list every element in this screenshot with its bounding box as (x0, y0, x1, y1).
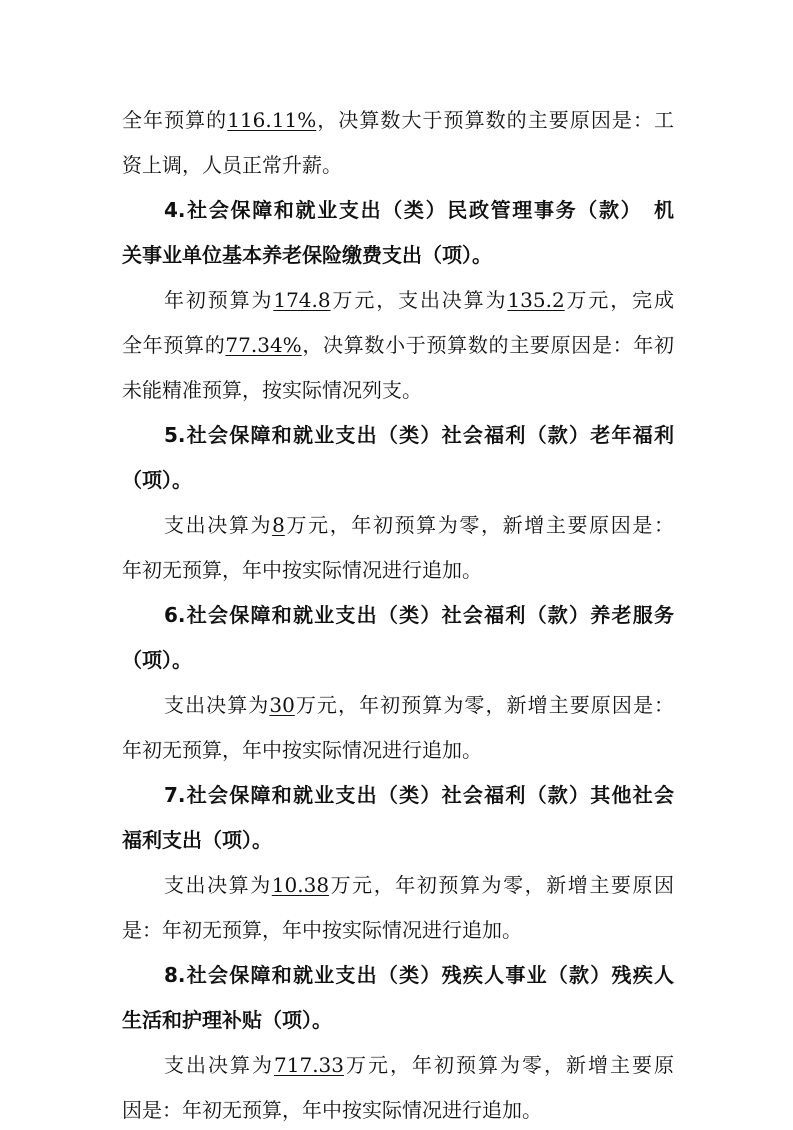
paragraph-line (122, 910, 674, 950)
section-heading-line: 关事业单位基本养老保险缴费支出（项）。 (122, 243, 492, 267)
underlined-value: 77.34% (225, 333, 302, 357)
text-run: ，决算数小于预算数的主要原因是：年初 (301, 333, 674, 357)
text-run: 万元，年初预算为零，新增主要原 (344, 1053, 674, 1077)
underlined-value: 135.2 (507, 288, 565, 312)
text-run: 万元，年初预算为零，新增主要原因是： (294, 693, 674, 717)
section-heading-line: （项）。 (122, 648, 192, 672)
section-heading-line: 福利支出（项）。 (122, 828, 272, 852)
paragraph-line (164, 505, 674, 545)
text-run: 全年预算的 (122, 333, 226, 357)
paragraph-line (122, 370, 674, 410)
paragraph-line (164, 1045, 674, 1085)
text-run: 资上调，人员正常升薪。 (122, 153, 342, 177)
text-run: 年初预算为 (164, 288, 274, 312)
paragraph-line (164, 685, 674, 725)
text-run: 支出决算为 (164, 1053, 275, 1077)
text-run: 未能精准预算，按实际情况列支。 (122, 378, 422, 402)
paragraph-line (164, 865, 674, 905)
paragraph-line (122, 550, 674, 590)
section-heading-line: （项）。 (122, 468, 192, 492)
paragraph-line (122, 730, 674, 770)
text-run: 支出决算为 (164, 693, 270, 717)
underlined-value: 10.38 (271, 873, 330, 897)
text-run: 支出决算为 (164, 513, 273, 537)
text-run: 因是：年初无预算，年中按实际情况进行追加。 (122, 1098, 542, 1122)
section-heading-line: 生活和护理补贴（项）。 (122, 1008, 332, 1032)
text-run: 是：年初无预算，年中按实际情况进行追加。 (122, 918, 522, 942)
paragraph-line (122, 145, 674, 185)
text-run: 万元，支出决算为 (330, 288, 508, 312)
section-heading-line: 7.社会保障和就业支出（类）社会福利（款）其他社会 (164, 783, 674, 807)
text-run: 年初无预算，年中按实际情况进行追加。 (122, 558, 482, 582)
text-run: 万元，年初预算为零，新增主要原因 (329, 873, 674, 897)
text-run: 支出决算为 (164, 873, 272, 897)
underlined-value: 116.11% (227, 108, 317, 132)
section-heading-line: 4.社会保障和就业支出（类）民政管理事务（款） 机 (164, 198, 674, 222)
underlined-value: 30 (269, 693, 295, 717)
underlined-value: 174.8 (273, 288, 331, 312)
underlined-value: 8 (272, 513, 285, 537)
section-heading-line: 6.社会保障和就业支出（类）社会福利（款）养老服务 (164, 603, 674, 627)
section-heading-line: 5.社会保障和就业支出（类）社会福利（款）老年福利 (164, 423, 674, 447)
text-run: 万元，完成 (564, 288, 674, 312)
paragraph-line (122, 325, 674, 365)
paragraph-line (122, 100, 674, 140)
paragraph-line (164, 280, 674, 320)
text-run: 万元，年初预算为零，新增主要原因是： (284, 513, 674, 537)
text-run: ，决算数大于预算数的主要原因是：工 (316, 108, 674, 132)
underlined-value: 717.33 (274, 1053, 344, 1077)
text-run: 年初无预算，年中按实际情况进行追加。 (122, 738, 482, 762)
section-heading-line: 8.社会保障和就业支出（类）残疾人事业（款）残疾人 (164, 963, 674, 987)
paragraph-line (122, 1090, 674, 1130)
text-run: 全年预算的 (122, 108, 228, 132)
